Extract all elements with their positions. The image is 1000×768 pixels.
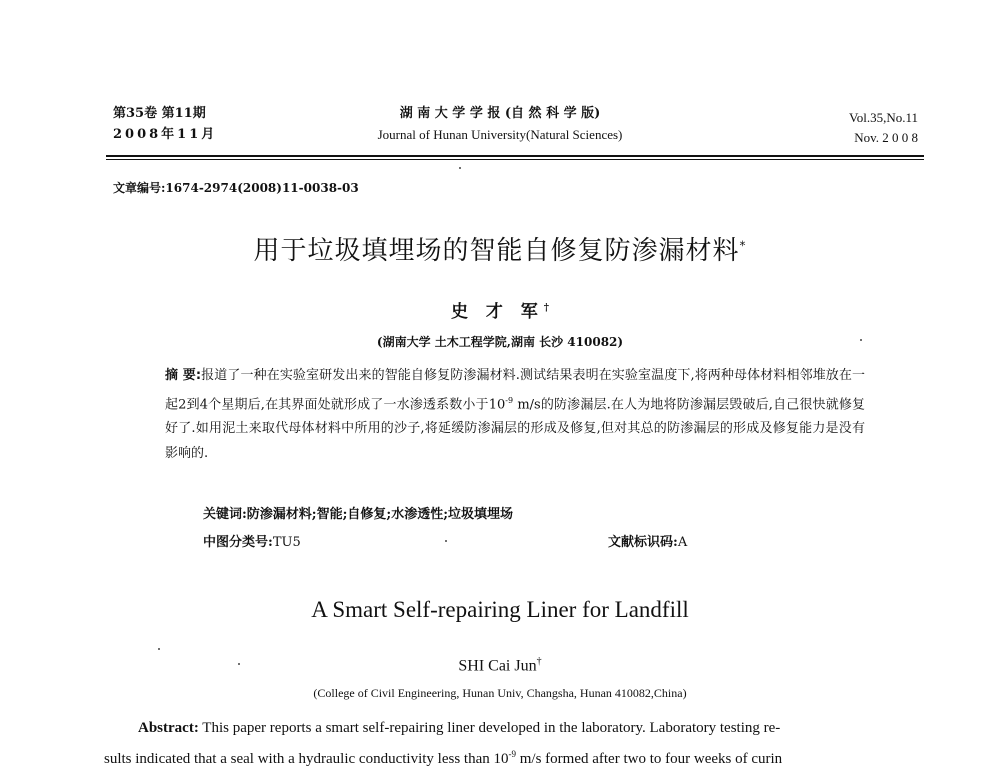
journal-name-en: Journal of Hunan University(Natural Sciences) — [377, 127, 623, 142]
date-en: Nov. 2 0 0 8 — [854, 130, 918, 145]
document-code-label: 文献标识码: — [608, 535, 678, 550]
scan-speck — [445, 540, 447, 542]
abstract-cn-exponent: -9 — [505, 395, 514, 405]
date-cn: 2008年11月 — [113, 127, 218, 142]
header-rule-thick — [106, 155, 924, 157]
affiliation-cn: (湖南大学 土木工程学院,湖南 长沙 410082) — [376, 335, 624, 349]
scan-speck — [238, 663, 240, 665]
abstract-cn — [165, 364, 865, 466]
author-en-name: SHI Cai Jun — [458, 657, 537, 675]
classification-value: TU5 — [272, 535, 301, 550]
header-rule-thin — [106, 159, 924, 160]
abstract-en-label: Abstract: — [138, 720, 199, 736]
abstract-en-line-2 — [104, 749, 782, 768]
volume-issue-en: Vol.35,No.11 — [849, 110, 918, 125]
author-en — [0, 656, 1000, 675]
title-cn — [0, 230, 1000, 267]
title-cn-footnote-mark: * — [739, 238, 747, 253]
abstract-en-text-2b: m/s formed after two to four weeks of curin — [516, 751, 783, 767]
author-cn-name: 史 才 军 — [450, 302, 544, 322]
abstract-cn-text-1: 报道了一种在实验室研发出来的智能自修复防渗漏材料.测试结果表明在实验室温度下,将两种母体材料相邻堆放在一起2到4个星期后,在其界面处就形成了一水渗透系数小于10 — [165, 368, 866, 412]
author-cn — [0, 297, 1000, 322]
author-cn-mark: † — [543, 302, 550, 314]
author-en-mark: † — [536, 656, 542, 667]
scan-speck — [158, 648, 160, 650]
document-code — [608, 531, 687, 550]
document-code-value: A — [677, 535, 688, 550]
abstract-cn-text-2: m/s的防渗漏层.在人为地将防渗漏层毁破后,自己很快就修复好了.如用泥土来取代母体材料中所用的沙子,将延缓防渗漏层的形成及修复,但对其总的防渗漏层的形成及修复能力是没有影响的. — [165, 396, 866, 461]
abstract-en-line-1 — [138, 720, 780, 737]
abstract-en-exponent: -9 — [508, 749, 516, 759]
scan-speck — [860, 339, 862, 341]
abstract-en-text-1: This paper reports a smart self-repairing liner developed in the laboratory. Laboratory testing re- — [198, 720, 781, 736]
journal-name-cn: 湖 南 大 学 学 报 (自 然 科 学 版) — [399, 106, 601, 121]
affiliation-en: (College of Civil Engineering, Hunan Univ, Changsha, Hunan 410082,China) — [313, 686, 687, 700]
volume-issue-cn: 第35卷 第11期 — [113, 106, 206, 121]
classification-label: 中图分类号: — [203, 535, 273, 550]
title-en: A Smart Self-repairing Liner for Landfill — [311, 597, 689, 622]
scan-speck — [459, 167, 461, 169]
abstract-cn-label: 摘 要: — [165, 368, 202, 383]
keywords-cn: 关键词:防渗漏材料;智能;自修复;水渗透性;垃圾填埋场 — [203, 507, 513, 522]
classification-number — [203, 531, 301, 550]
volume-block-en — [849, 108, 918, 148]
abstract-en-text-2a: sults indicated that a seal with a hydraulic conductivity less than 10 — [104, 751, 509, 767]
title-cn-text: 用于垃圾填埋场的智能自修复防渗漏材料 — [253, 236, 740, 266]
article-number: 文章编号:1674-2974(2008)11-0038-03 — [113, 181, 359, 195]
